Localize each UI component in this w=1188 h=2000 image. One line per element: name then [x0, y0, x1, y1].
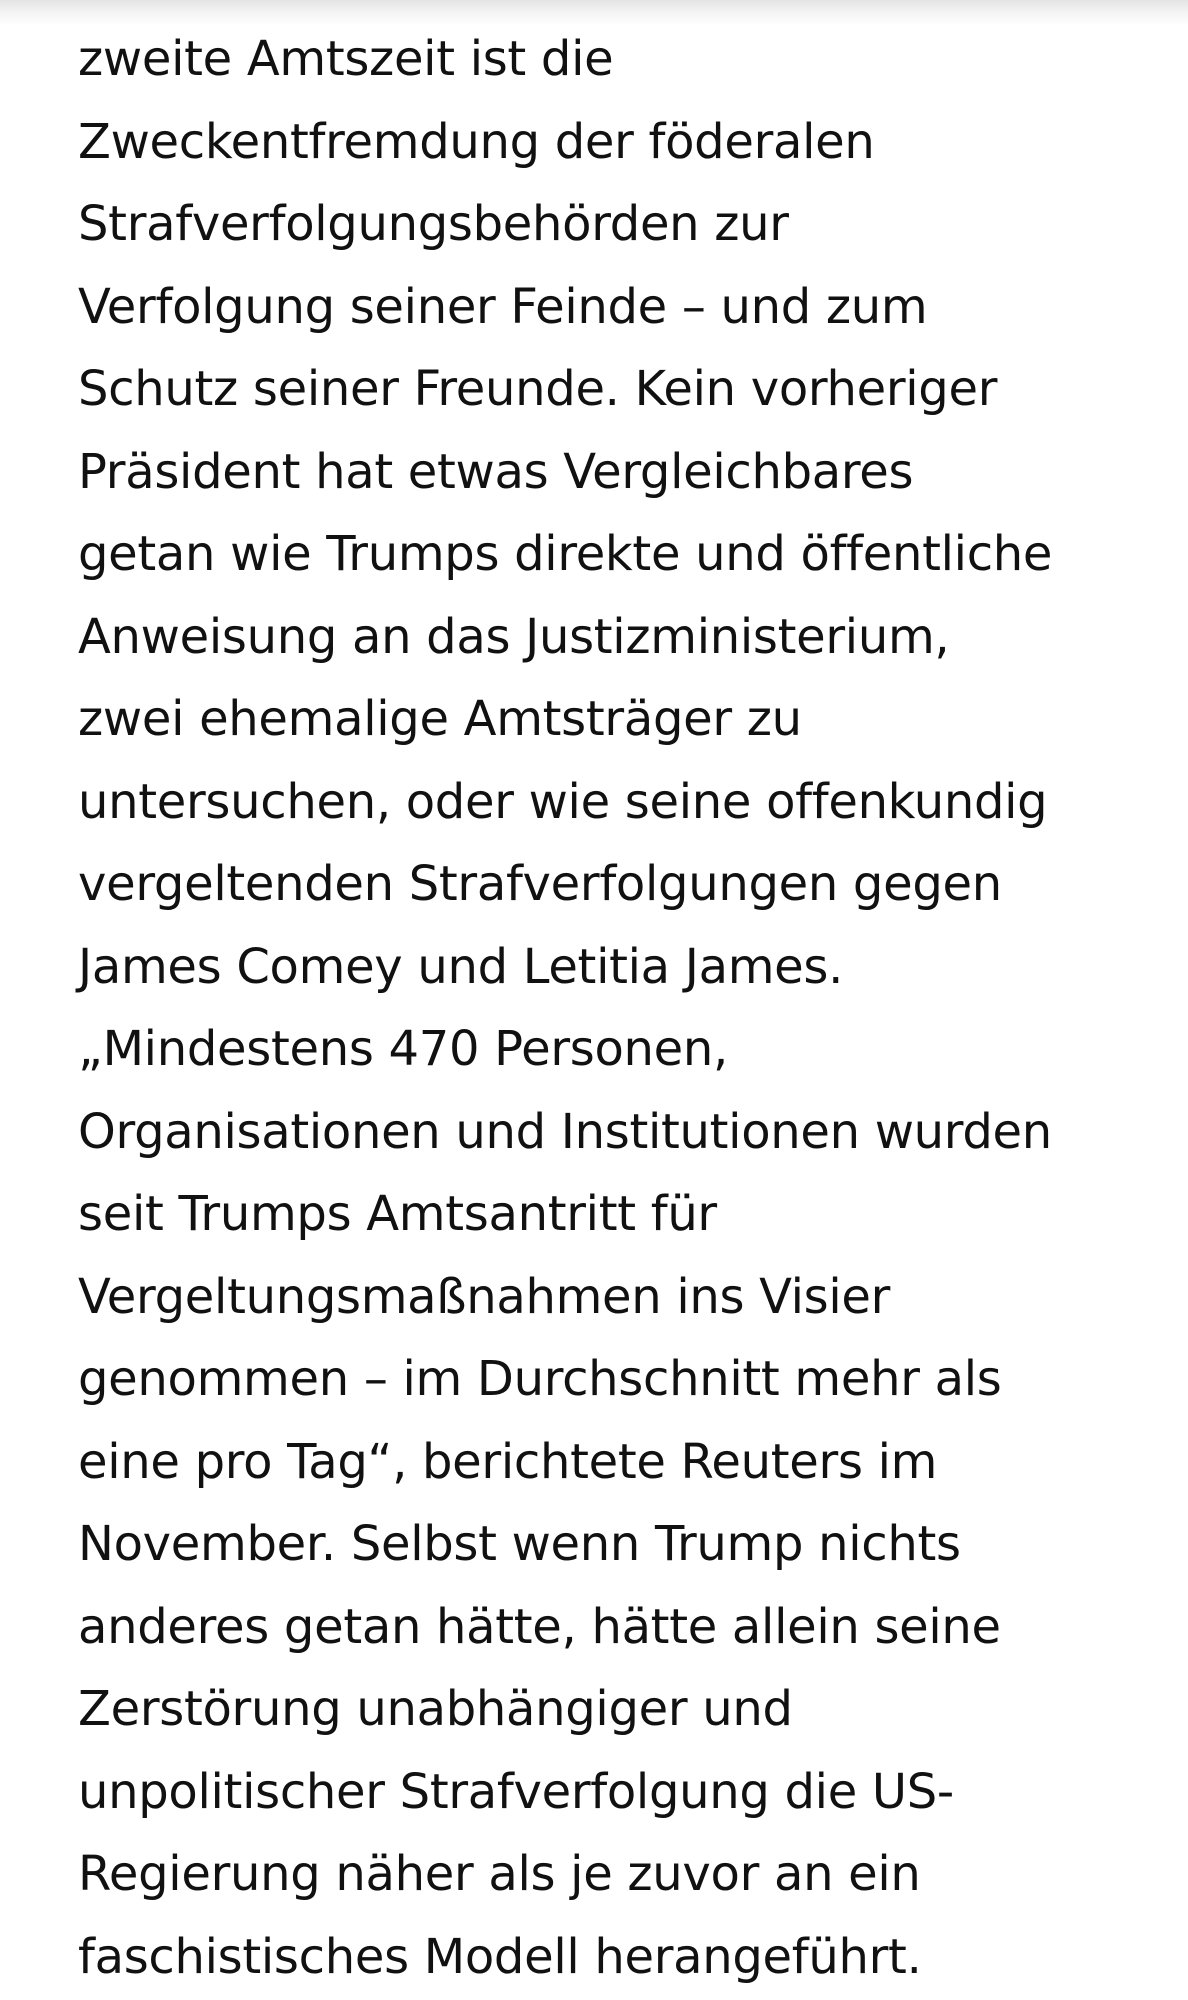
- text-line: „Mindestens 470 Personen,: [78, 1021, 728, 1077]
- text-line: genommen – im Durchschnitt mehr als: [78, 1351, 1002, 1407]
- text-line: Zweckentfremdung der föderalen: [78, 113, 875, 170]
- text-line: anderes getan hätte, hätte allein seine: [78, 1598, 1001, 1655]
- text-line: Regierung näher als je zuvor an ein: [78, 1846, 921, 1902]
- text-line: Präsident hat etwas Vergleichbares: [78, 443, 914, 500]
- text-line: untersuchen, oder wie seine offenkundig: [78, 773, 1048, 830]
- text-line: vergeltenden Strafverfolgungen gegen: [78, 856, 1002, 912]
- text-line: James Comey und Letitia James.: [78, 938, 844, 995]
- text-line: seit Trumps Amtsantritt für: [78, 1186, 717, 1242]
- text-line: zweite Amtszeit ist die: [78, 31, 614, 87]
- text-line: Strafverfolgungsbehörden zur: [78, 196, 789, 252]
- text-line: Anweisung an das Justizministerium,: [78, 608, 950, 665]
- text-line: Organisationen und Institutionen wurden: [78, 1103, 1052, 1160]
- text-line: getan wie Trumps direkte und öffentliche: [78, 526, 1053, 582]
- text-line: Zerstörung unabhängiger und: [78, 1681, 793, 1737]
- text-line: Verfolgung seiner Feinde – und zum: [78, 278, 928, 335]
- top-scroll-fade: [0, 0, 1188, 26]
- text-line: unpolitischer Strafverfolgung die US-: [78, 1763, 954, 1820]
- text-line: November. Selbst wenn Trump nichts: [78, 1516, 961, 1572]
- text-line: Schutz seiner Freunde. Kein vorheriger: [78, 361, 998, 417]
- text-line: zwei ehemalige Amtsträger zu: [78, 691, 802, 747]
- text-line: eine pro Tag“, berichtete Reuters im: [78, 1433, 938, 1490]
- text-line: Vergeltungsmaßnahmen ins Visier: [78, 1268, 891, 1325]
- text-line: faschistisches Modell herangeführt.: [78, 1928, 922, 1985]
- article-body: [78, 18, 1158, 1998]
